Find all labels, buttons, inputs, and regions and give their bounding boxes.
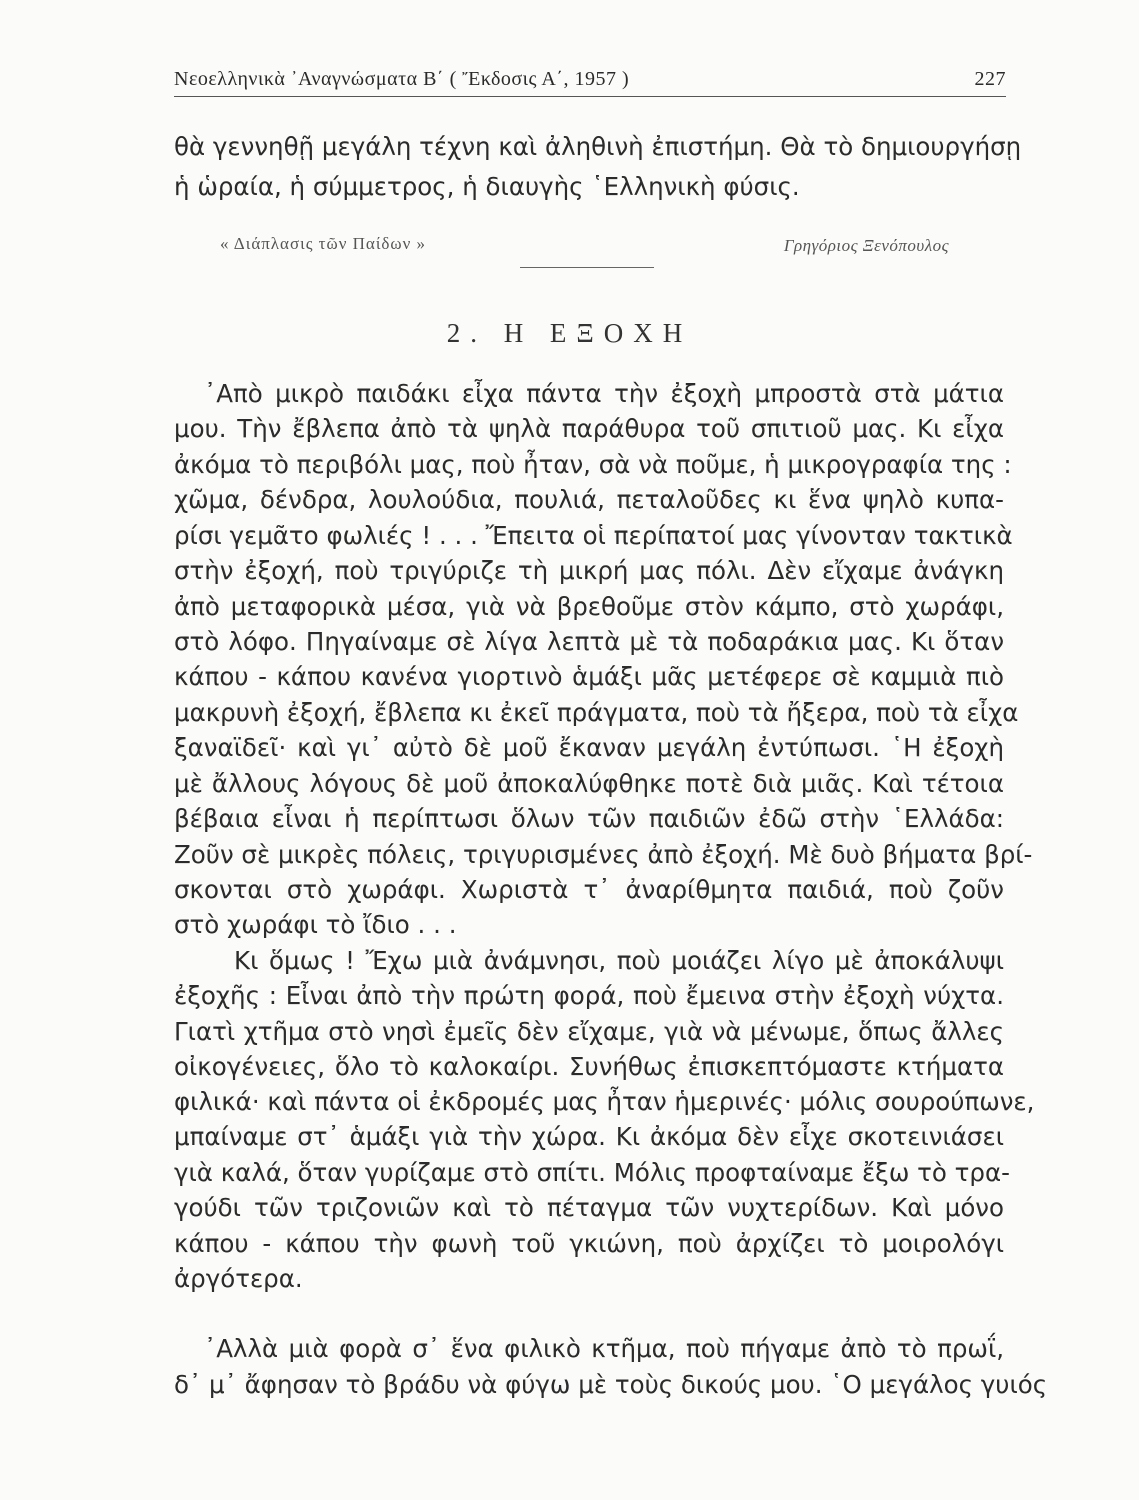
text-line: μπαίναμε στ᾿ ἁμάξι γιὰ τὴν χώρα. Κι ἀκόμα δὲν εἶχε σκοτεινιάσει: [174, 1122, 1004, 1151]
section-heading: 2. Η ΕΞΟΧΗ: [446, 318, 693, 348]
text-line: ἀργότερα.: [174, 1264, 303, 1293]
page-number: 227: [974, 68, 1006, 90]
text-line: οἰκογένειες, ὅλο τὸ καλοκαίρι. Συνήθως ἐπισκεπτόμαστε κτήματα: [174, 1052, 1004, 1081]
text-line: στὸ χωράφι τὸ ἴδιο . . .: [174, 910, 457, 939]
source-citation: « Διάπλασις τῶν Παίδων »: [220, 234, 427, 253]
text-line: ἐξοχῆς : Εἶναι ἀπὸ τὴν πρώτη φορά, ποὺ ἔμεινα στὴν ἐξοχὴ νύχτα.: [174, 981, 1004, 1010]
text-line: Κι ὅμως ! Ἔχω μιὰ ἀνάμνησι, ποὺ μοιάζει λίγο μὲ ἀποκάλυψι: [234, 946, 1004, 975]
text-line: γούδι τῶν τριζονιῶν καὶ τὸ πέταγμα τῶν νυχτερίδων. Καὶ μόνο: [174, 1193, 1004, 1222]
book-title: Νεοελληνικὰ ᾿Αναγνώσματα Β΄ ( Ἔκδοσις Α΄, 1957 ): [174, 68, 630, 90]
text-line: στὴν ἐξοχή, ποὺ τριγύριζε τὴ μικρή μας πόλι. Δὲν εἴχαμε ἀνάγκη: [174, 556, 1004, 585]
text-line: ἀπὸ μεταφορικὰ μέσα, γιὰ νὰ βρεθοῦμε στὸν κάμπο, στὸ χωράφι,: [174, 592, 1004, 621]
author-name: Γρηγόριος Ξενόπουλος: [783, 236, 949, 255]
text-line: βέβαια εἶναι ἡ περίπτωσι ὅλων τῶν παιδιῶν ἐδῶ στὴν ῾Ελλάδα:: [174, 804, 1004, 833]
text-line: ξαναϊδεῖ· καὶ γι᾿ αὐτὸ δὲ μοῦ ἔκαναν μεγάλη ἐντύπωσι. ῾Η ἐξοχὴ: [174, 733, 1004, 762]
text-line: στὸ λόφο. Πηγαίναμε σὲ λίγα λεπτὰ μὲ τὰ ποδαράκια μας. Κι ὅταν: [174, 627, 1004, 656]
text-line: ἡ ὡραία, ἡ σύμμετρος, ἡ διαυγὴς ῾Ελληνικὴ φύσις.: [174, 172, 800, 201]
running-header: [174, 62, 1006, 97]
text-line: δ᾿ μ᾿ ἄφησαν τὸ βράδυ νὰ φύγω μὲ τοὺς δικούς μου. ῾Ο μεγάλος γυιός: [174, 1370, 1048, 1399]
text-line: κάπου - κάπου τὴν φωνὴ τοῦ γκιώνη, ποὺ ἀρχίζει τὸ μοιρολόγι: [174, 1229, 1004, 1258]
text-line: Γιατὶ χτῆμα στὸ νησὶ ἐμεῖς δὲν εἴχαμε, γιὰ νὰ μένωμε, ὅπως ἄλλες: [174, 1017, 1004, 1046]
section-divider: [520, 267, 654, 268]
text-line: μὲ ἄλλους λόγους δὲ μοῦ ἀποκαλύφθηκε ποτὲ διὰ μιᾶς. Καὶ τέτοια: [174, 769, 1004, 798]
text-line: σκονται στὸ χωράφι. Χωριστὰ τ᾿ ἀναρίθμητα παιδιά, ποὺ ζοῦν: [174, 875, 1004, 904]
text-line: μου. Τὴν ἔβλεπα ἀπὸ τὰ ψηλὰ παράθυρα τοῦ σπιτιοῦ μας. Κι εἶχα: [174, 414, 1004, 443]
text-line: ρίσι γεμᾶτο φωλιές ! . . . Ἔπειτα οἱ περίπατοί μας γίνονταν τακτικὰ: [174, 521, 1013, 550]
text-line: θὰ γεννηθῇ μεγάλη τέχνη καὶ ἀληθινὴ ἐπιστήμη. Θὰ τὸ δημιουργήσῃ: [174, 132, 1022, 161]
text-line: κάπου - κάπου κανένα γιορτινὸ ἁμάξι μᾶς μετέφερε σὲ καμμιὰ πιὸ: [174, 662, 1004, 691]
text-line: χῶμα, δένδρα, λουλούδια, πουλιά, πεταλοῦδες κι ἕνα ψηλὸ κυπα-: [174, 485, 1004, 514]
text-line: γιὰ καλά, ὅταν γυρίζαμε στὸ σπίτι. Μόλις προφταίναμε ἔξω τὸ τρα-: [174, 1158, 1010, 1187]
text-line: ἀκόμα τὸ περιβόλι μας, ποὺ ἦταν, σὰ νὰ ποῦμε, ἡ μικρογραφία της :: [174, 450, 1012, 479]
text-line: Ζοῦν σὲ μικρὲς πόλεις, τριγυρισμένες ἀπὸ ἐξοχή. Μὲ δυὸ βήματα βρί-: [174, 840, 1033, 869]
text-line: ᾿Αλλὰ μιὰ φορὰ σ᾿ ἕνα φιλικὸ κτῆμα, ποὺ πήγαμε ἀπὸ τὸ πρωΐ,: [204, 1334, 1004, 1363]
text-line: ᾿Απὸ μικρὸ παιδάκι εἶχα πάντα τὴν ἐξοχὴ μπροστὰ στὰ μάτια: [204, 379, 1004, 408]
text-line: μακρυνὴ ἐξοχή, ἔβλεπα κι ἐκεῖ πράγματα, ποὺ τὰ ἤξερα, ποὺ τὰ εἶχα: [174, 698, 1019, 727]
text-line: φιλικά· καὶ πάντα οἱ ἐκδρομές μας ἦταν ἡμερινές· μόλις σουρούπωνε,: [174, 1087, 1035, 1116]
